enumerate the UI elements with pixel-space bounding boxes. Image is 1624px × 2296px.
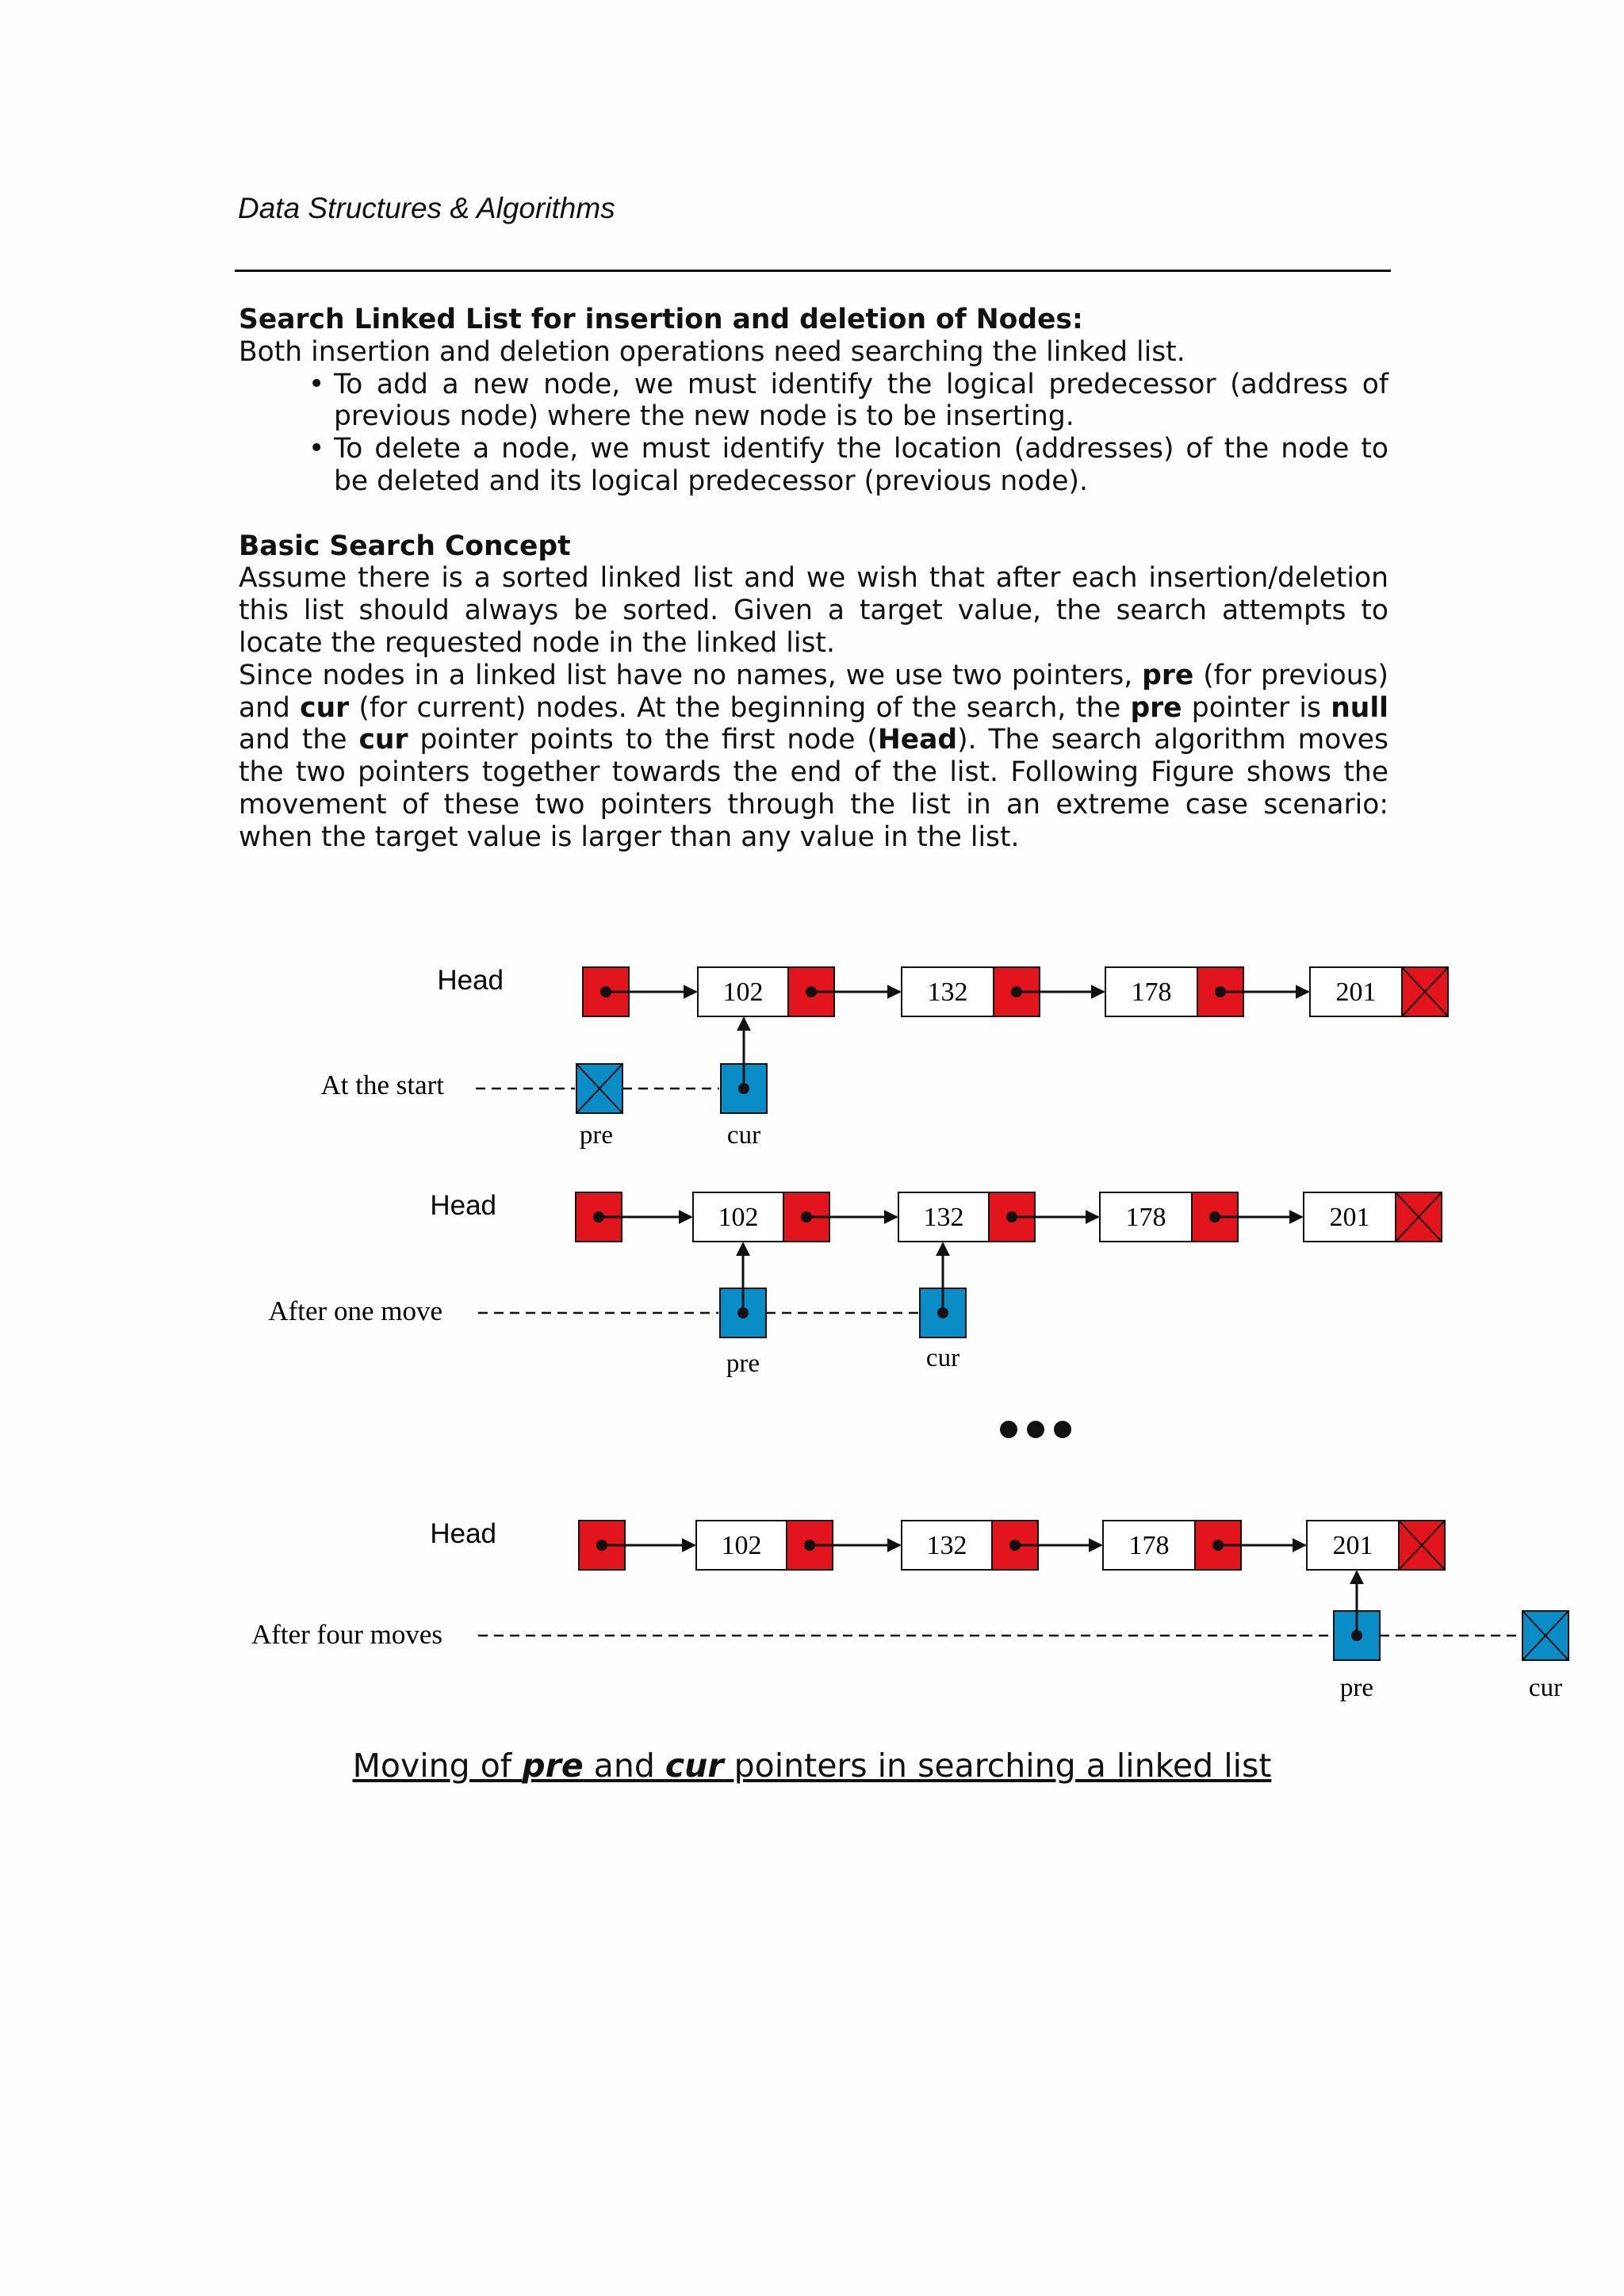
node-value: 201 bbox=[1335, 978, 1377, 1007]
list-node bbox=[902, 1521, 1101, 1570]
head-pointer bbox=[579, 1521, 695, 1570]
header-divider bbox=[235, 270, 1391, 272]
bullet-list bbox=[239, 369, 1388, 498]
linked-list-figure bbox=[238, 904, 1570, 1712]
list-node bbox=[902, 967, 1104, 1016]
cur-label: cur bbox=[1528, 1674, 1563, 1702]
list-item: • To add a new node, we must identify the logical predecessor (address of previous node) where the new node is to be inserting. bbox=[308, 368, 1388, 433]
node-value: 132 bbox=[923, 1203, 964, 1232]
bullet-icon: • bbox=[308, 368, 325, 400]
cur-label: cur bbox=[726, 1121, 761, 1150]
pre-pointer bbox=[720, 1243, 766, 1337]
head-label: Head bbox=[437, 965, 504, 996]
cur-pointer bbox=[920, 1243, 966, 1337]
linked-list-diagram bbox=[238, 904, 1570, 1712]
node-value: 178 bbox=[1131, 978, 1172, 1007]
row-label-one-move: After one move bbox=[268, 1295, 442, 1326]
paragraph-pointers: Since nodes in a linked list have no names, we use two pointers, pre (for previous) and cur (for current) nodes. At the beginning of the search, the pre pointer is null and the cur pointer points to the first node (Head). The search algorithm moves the two pointers together towards the end of the list. Following Figure shows the movement of these two pointers through the list in an extreme case scenario: when the target value is larger than any value in the list. bbox=[239, 659, 1389, 853]
ellipsis-dots bbox=[1000, 1421, 1071, 1438]
pre-pointer bbox=[1334, 1571, 1380, 1660]
page-header-title: Data Structures & Algorithms bbox=[238, 192, 615, 224]
cur-pointer bbox=[721, 1018, 767, 1113]
list-node bbox=[898, 1192, 1098, 1242]
cur-label: cur bbox=[925, 1344, 960, 1372]
head-pointer bbox=[583, 967, 696, 1016]
paragraph-assume: Assume there is a sorted linked list and we wish that after each insertion/deletion this list should always be sorted. Given a target value, the search attempts to locate the requested node in the linked list. bbox=[239, 562, 1388, 659]
node-value: 201 bbox=[1332, 1531, 1373, 1560]
list-node bbox=[1105, 967, 1308, 1016]
cur-pointer-null bbox=[1522, 1611, 1568, 1660]
row-label-start: At the start bbox=[320, 1070, 444, 1100]
node-value: 102 bbox=[721, 1531, 762, 1560]
list-node bbox=[1100, 1192, 1302, 1242]
pre-label: pre bbox=[726, 1349, 760, 1378]
bullet-icon: • bbox=[308, 433, 325, 465]
pre-label: pre bbox=[1339, 1674, 1374, 1702]
node-value: 201 bbox=[1329, 1203, 1370, 1232]
section-heading-basic-search: Basic Search Concept bbox=[239, 530, 571, 562]
pre-label: pre bbox=[579, 1121, 614, 1150]
node-value: 132 bbox=[927, 978, 968, 1007]
list-node bbox=[1103, 1521, 1305, 1570]
pre-pointer-null bbox=[576, 1064, 622, 1113]
row-label-four-moves: After four moves bbox=[251, 1619, 442, 1650]
list-node bbox=[1310, 967, 1448, 1016]
head-pointer bbox=[576, 1192, 691, 1242]
list-node bbox=[1307, 1521, 1445, 1570]
node-value: 178 bbox=[1128, 1531, 1170, 1560]
node-value: 102 bbox=[718, 1203, 759, 1232]
figure-caption: Moving of pre and cur pointers in searching a linked list bbox=[352, 1747, 1272, 1785]
node-value: 102 bbox=[722, 978, 764, 1007]
document-body bbox=[239, 304, 1388, 854]
section-heading-search: Search Linked List for insertion and deletion of Nodes: bbox=[239, 304, 1083, 335]
list-node bbox=[696, 1521, 900, 1570]
list-node bbox=[698, 967, 900, 1016]
head-label: Head bbox=[430, 1518, 496, 1549]
intro-paragraph: Both insertion and deletion operations need searching the linked list. bbox=[239, 335, 1185, 368]
node-value: 132 bbox=[926, 1531, 967, 1560]
node-value: 178 bbox=[1125, 1203, 1166, 1232]
head-label: Head bbox=[430, 1190, 496, 1221]
list-node bbox=[1304, 1192, 1442, 1242]
list-item: • To delete a node, we must identify the location (addresses) of the node to be deleted and its logical predecessor (previous node). bbox=[308, 433, 1388, 497]
list-node bbox=[693, 1192, 897, 1242]
